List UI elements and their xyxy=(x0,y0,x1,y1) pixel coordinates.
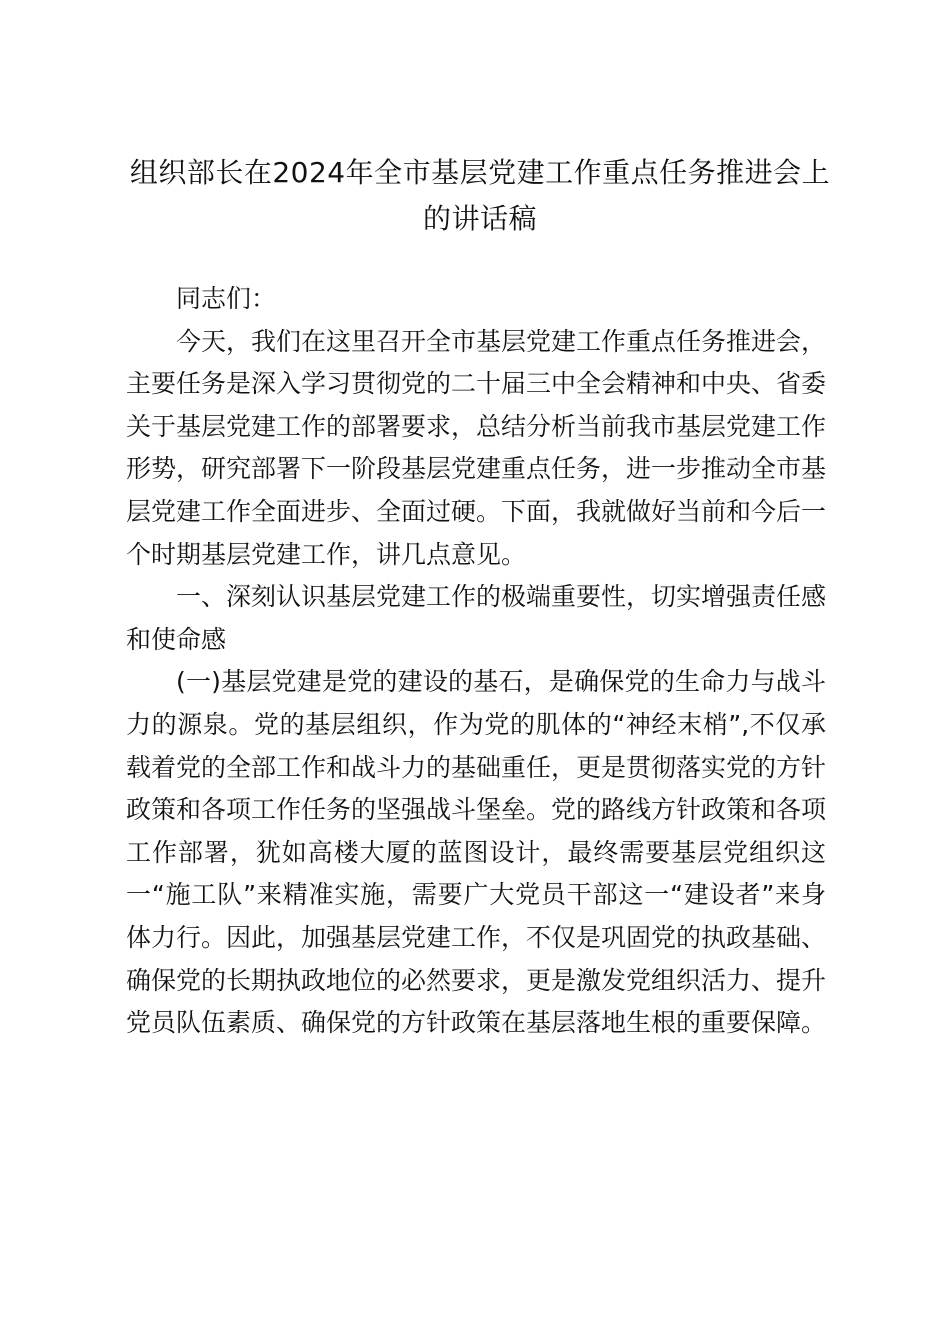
section-heading-1: 一、深刻认识基层党建工作的极端重要性，切实增强责任感和使命感 xyxy=(126,582,827,654)
paragraph-subsection-1: (一)基层党建是党的建设的基石，是确保党的生命力与战斗力的源泉。党的基层组织，作为党的肌体的“神经末梢”,不仅承载着党的全部工作和战斗力的基础重任，更是贯彻落实党的方针政策和各项工作任务的坚强战斗堡垒。党的路线方针政策和各项工作部署，犹如高楼大厦的蓝图设计，最终需要基层党组织这一“施工队”来精准实施，需要广大党员干部这一“建设者”来身体力行。因此，加强基层党建工作，不仅是巩固党的执政基础、确保党的长期执政地位的必然要求，更是激发党组织活力、提升党员队伍素质、确保党的方针政策在基层落地生根的重要保障。 xyxy=(126,667,827,1038)
document-body xyxy=(126,278,826,1045)
document-title: 组织部长在2024年全市基层党建工作重点任务推进会上的讲话稿 xyxy=(129,156,831,235)
salutation: 同志们： xyxy=(176,284,277,313)
paragraph-intro: 今天，我们在这里召开全市基层党建工作重点任务推进会，主要任务是深入学习贯彻党的二十届三中全会精神和中央、省委关于基层党建工作的部署要求，总结分析当前我市基层党建工作形势，研究部署下一阶段基层党建重点任务，进一步推动全市基层党建工作全面进步、全面过硬。下面，我就做好当前和今后一个时期基层党建工作，讲几点意见。 xyxy=(126,326,827,569)
